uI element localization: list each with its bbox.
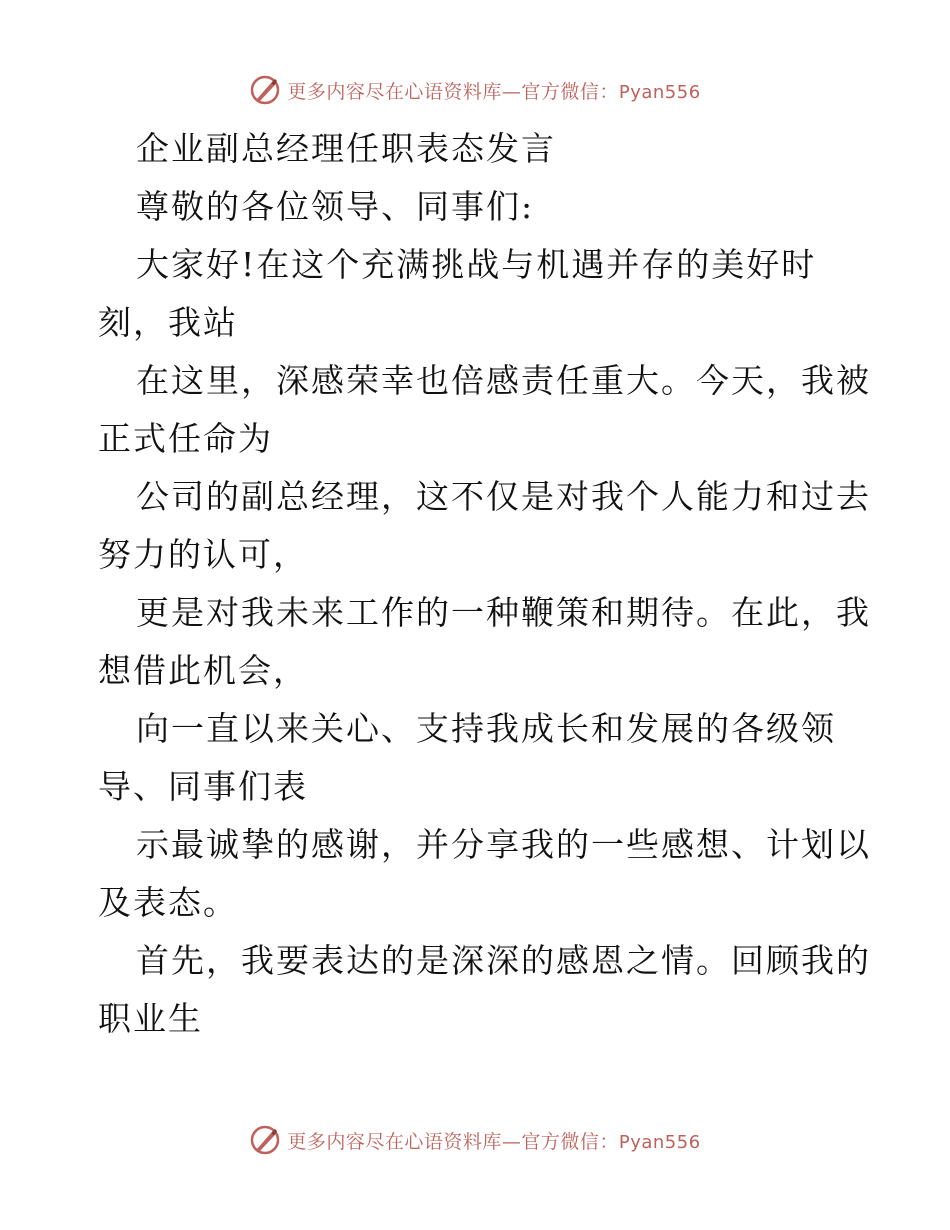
- paragraph-line: 向一直以来关心、支持我成长和发展的各级领: [136, 709, 836, 748]
- wechat-id: Pyan556: [618, 1131, 701, 1153]
- banner-text: 更多内容尽在心语资料库—官方微信：Pyan556: [287, 1130, 701, 1153]
- paragraph-line: 公司的副总经理，这不仅是对我个人能力和过去: [136, 477, 871, 516]
- paragraph-line: 大家好!在这个充满挑战与机遇并存的美好时: [136, 245, 817, 284]
- paragraph-line: 努力的认可，: [98, 535, 308, 574]
- paragraph-line: 刻，我站: [98, 303, 238, 342]
- document-title: 企业副总经理任职表态发言: [136, 129, 556, 168]
- quill-pen-circle-icon: [249, 1124, 281, 1156]
- quill-pen-circle-icon: [249, 74, 281, 106]
- paragraph-line: 更是对我未来工作的一种鞭策和期待。在此，我: [136, 593, 871, 632]
- paragraph-line: 正式任命为: [98, 419, 273, 458]
- paragraph-line: 想借此机会，: [98, 651, 308, 690]
- footer-banner: [0, 1120, 950, 1160]
- paragraph-line: 首先，我要表达的是深深的感恩之情。回顾我的: [136, 941, 871, 980]
- paragraph-line: 导、同事们表: [98, 767, 308, 806]
- document-body: [98, 120, 871, 1048]
- wechat-id: Pyan556: [618, 81, 701, 103]
- paragraph-line: 示最诚挚的感谢，并分享我的一些感想、计划以: [136, 825, 871, 864]
- paragraph-line: 职业生: [98, 999, 203, 1038]
- paragraph-line: 在这里，深感荣幸也倍感责任重大。今天，我被: [136, 361, 871, 400]
- header-banner: [0, 70, 950, 110]
- paragraph-line: 及表态。: [98, 883, 238, 922]
- banner-text: 更多内容尽在心语资料库—官方微信：Pyan556: [287, 80, 701, 103]
- salutation: 尊敬的各位领导、同事们:: [136, 187, 535, 226]
